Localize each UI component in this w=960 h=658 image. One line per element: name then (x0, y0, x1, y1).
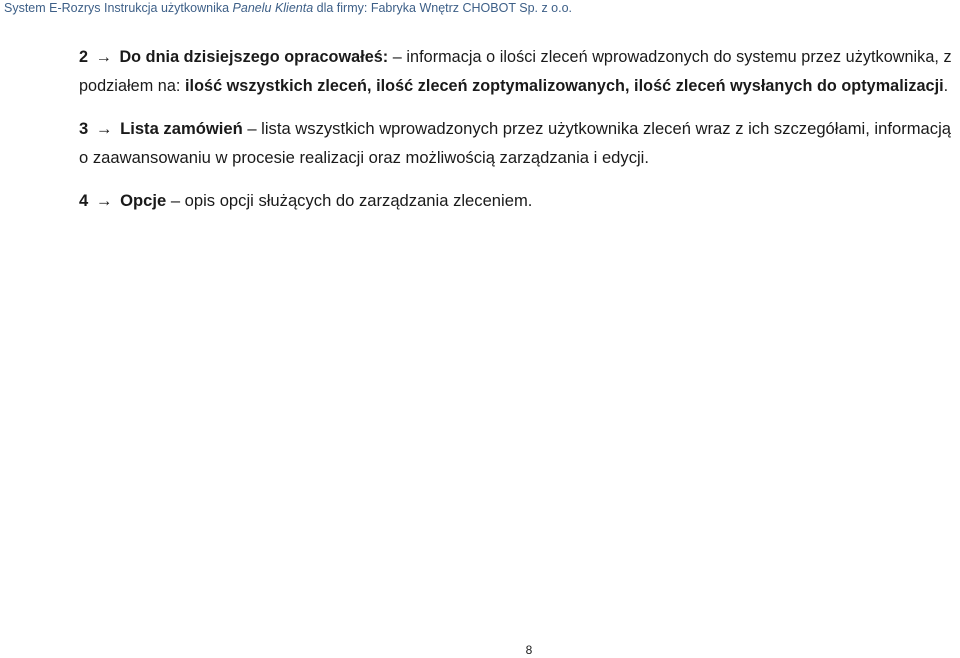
document-body (79, 43, 954, 231)
arrow-icon: → (95, 191, 113, 210)
item-number: 4 (79, 191, 89, 210)
list-item-4 (79, 187, 954, 216)
item-number: 3 (79, 119, 89, 138)
item-number: 2 (79, 48, 89, 66)
item-dash: – (242, 119, 262, 138)
item-description-bold: ilość wszystkich zleceń, ilość zleceń zoptymalizowanych, ilość zleceń wysłanych do optymalizacji (184, 76, 944, 95)
page-number: 8 (525, 643, 533, 657)
list-item-2 (79, 43, 954, 100)
item-description-end: . (943, 76, 949, 95)
item-dash: – (388, 48, 407, 66)
item-title: Lista zamówień (120, 119, 243, 138)
item-description: opis opcji służących do zarządzania zleceniem. (184, 191, 533, 210)
header-text-part-3: dla firmy: Fabryka Wnętrz CHOBOT Sp. z o.o. (313, 1, 573, 15)
item-title: Do dnia dzisiejszego opracowałeś: (119, 48, 389, 66)
arrow-icon: → (95, 48, 112, 66)
document-header (4, 0, 572, 16)
item-description: lista wszystkich wprowadzonych przez użytkownika zleceń wraz z ich szczegółami, informacją o zaawansowaniu w procesie realizacji oraz możliwością zarządzania i edycji. (79, 119, 951, 167)
header-text-italic: Panelu Klienta (232, 1, 314, 15)
item-title: Opcje (120, 191, 167, 210)
list-item-3 (79, 115, 954, 172)
header-text-part-1: System E-Rozrys Instrukcja użytkownika (4, 1, 233, 15)
item-description: informacja o ilości zleceń wprowadzonych do systemu przez użytkownika, z podziałem na: (79, 48, 952, 95)
arrow-icon: → (95, 119, 113, 138)
item-dash: – (166, 191, 185, 210)
